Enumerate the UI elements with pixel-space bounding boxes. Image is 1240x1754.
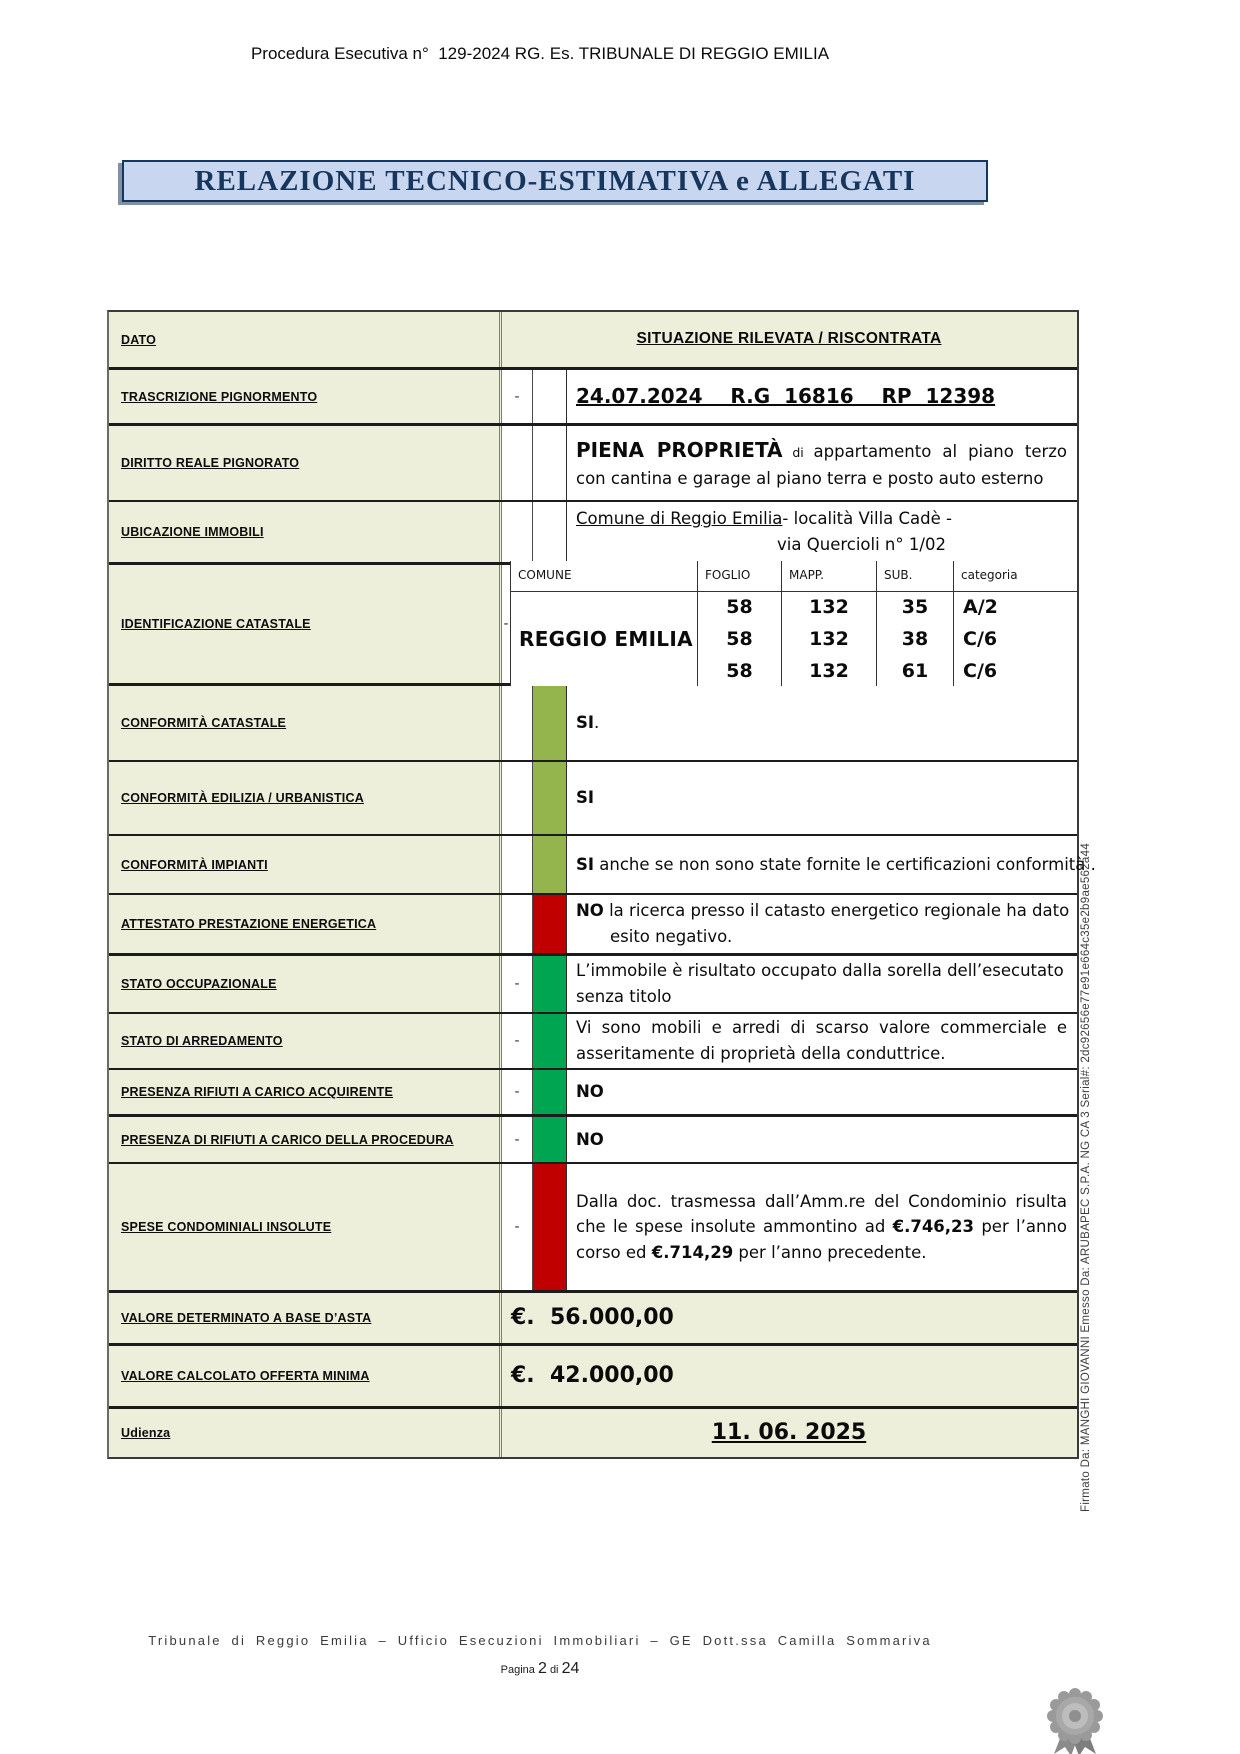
header-value-cell: [502, 312, 1077, 367]
page-total: 24: [561, 1660, 580, 1677]
row-label: STATO OCCUPAZIONALE: [121, 977, 277, 991]
row-label-cell: [109, 1117, 502, 1162]
content-cell: [567, 502, 1077, 562]
table-row-ubicazione-immobili: [109, 500, 1077, 562]
text-part: Dalla doc. trasmessa dall’Amm.re del Condominio risulta che le spese insolute ammontino ad: [576, 1191, 1067, 1237]
text-part: per l’anno corso ed: [576, 1217, 1067, 1262]
value-cell: [502, 1293, 1077, 1343]
text-part: €.746,23: [892, 1217, 975, 1237]
row-label: IDENTIFICAZIONE CATASTALE: [121, 617, 311, 631]
digital-signature-sidebar: Firmato Da: MANGHI GIOVANNI Emesso Da: ARUBAPEC S.P.A. NG CA 3 Serial#: 2dc92656e77e91e664c35e2b9ae562a44: [1080, 842, 1092, 1512]
content-text: [576, 381, 1067, 412]
content-text: [576, 1079, 1067, 1105]
text-part: Comune di Reggio Emilia: [576, 509, 783, 529]
header-value: SITUAZIONE RILEVATA / RISCONTRATA: [636, 330, 942, 348]
value-text: [511, 1301, 1067, 1335]
table-row-attestato-prestazione-energetica: [109, 893, 1077, 953]
text-part: SI: [576, 854, 595, 874]
text-part: - località Villa Cadè -: [782, 509, 952, 529]
row-label: VALORE CALCOLATO OFFERTA MINIMA: [121, 1369, 370, 1383]
gap-cell: [502, 502, 532, 562]
catastale-header: FOGLIO: [698, 561, 782, 592]
catastale-header: SUB.: [877, 561, 954, 592]
content-cell: [567, 895, 1077, 953]
content-text: [576, 1127, 1067, 1153]
catastale-table: [510, 561, 1077, 688]
content-text: [576, 852, 1101, 878]
row-label-cell: [109, 1346, 502, 1406]
catastale-value: 35: [877, 591, 954, 624]
content-text: [576, 785, 1067, 811]
text-part: L’immobile è risultato occupato dalla sorella dell’esecutato senza titolo: [576, 961, 1064, 1006]
content-text: [576, 1015, 1067, 1066]
text-part: di: [782, 444, 814, 460]
table-row-conformita-impianti: [109, 834, 1096, 893]
table-row-valore-offerta-minima: [109, 1343, 1077, 1406]
table-row-diritto-reale-pignorato: [109, 423, 1077, 500]
doc-header: Procedura Esecutiva n° 129-2024 RG. Es. TRIBUNALE DI REGGIO EMILIA: [250, 44, 830, 63]
catastale-value: A/2: [954, 591, 1078, 624]
content-cell: [567, 762, 1077, 834]
catastale-value: 58: [698, 656, 782, 688]
row-label: PRESENZA DI RIFIUTI A CARICO DELLA PROCEDURA: [121, 1132, 454, 1147]
content-cell: [567, 1164, 1077, 1290]
gap-cell: [502, 762, 532, 834]
content-cell: [567, 426, 1077, 500]
content-text: [576, 435, 1067, 492]
status-bar-green: [532, 1117, 567, 1162]
status-bar-green: [532, 956, 567, 1012]
row-label: SPESE CONDOMINIALI INSOLUTE: [121, 1220, 332, 1234]
row-label-cell: [109, 836, 502, 893]
row-label-cell: [109, 762, 502, 834]
row-label: DIRITTO REALE PIGNORATO: [121, 456, 300, 470]
catastale-value: 38: [877, 624, 954, 656]
row-label: UBICAZIONE IMMOBILI: [121, 525, 264, 539]
title-box: [122, 160, 988, 202]
table-row-udienza: [109, 1406, 1077, 1457]
footer-line: Tribunale di Reggio Emilia – Ufficio Esecuzioni Immobiliari – GE Dott.ssa Camilla Sommariva: [148, 1633, 932, 1648]
row-label-cell: [109, 1409, 502, 1457]
value-cell: [502, 1346, 1077, 1406]
row-label-cell: [109, 312, 502, 367]
row-label-cell: [109, 1164, 502, 1290]
table-row-presenza-rifiuti-acquirente: [109, 1068, 1077, 1114]
text-part: per l’anno precedente.: [733, 1242, 927, 1262]
table-row-trascrizione-pignormento: [109, 367, 1077, 423]
gap-cell: -: [502, 1164, 532, 1290]
status-bar-green: [532, 1070, 567, 1114]
row-label-cell: [109, 426, 502, 500]
row-label-cell: [109, 565, 502, 683]
row-label-cell: [109, 370, 502, 423]
row-label: PRESENZA RIFIUTI A CARICO ACQUIRENTE: [121, 1085, 394, 1099]
gap-cell: -: [502, 370, 532, 423]
row-label: TRASCRIZIONE PIGNORMENTO: [121, 389, 318, 404]
gap-cell: [502, 686, 532, 760]
text-part: €. 56.000,00: [511, 1304, 674, 1330]
catastale-header-row: [511, 561, 1078, 592]
content-cell: [567, 686, 1077, 760]
catastale-value: 132: [782, 624, 877, 656]
content-cell: [567, 1117, 1077, 1162]
status-bar-none: [532, 502, 567, 562]
page-label: Pagina: [500, 1664, 535, 1676]
row-label-cell: [109, 1070, 502, 1114]
status-bar-olive: [532, 836, 567, 893]
content-cell: [567, 956, 1077, 1012]
row-label-cell: [109, 502, 502, 562]
text-part: 24.07.2024 R.G 16816 RP 12398: [576, 384, 996, 408]
certificate-seal-icon: [1044, 1686, 1106, 1754]
row-label: DATO: [121, 332, 157, 347]
catastale-value: 132: [782, 591, 877, 624]
status-bar-green: [532, 1014, 567, 1068]
status-bar-red: [532, 1164, 567, 1290]
gap-cell: [502, 895, 532, 953]
row-label: CONFORMITÀ IMPIANTI: [121, 857, 268, 872]
page-title: RELAZIONE TECNICO-ESTIMATIVA e ALLEGATI: [194, 164, 916, 197]
page-of: di: [549, 1664, 559, 1676]
row-label-cell: [109, 1293, 502, 1343]
row-label-cell: [109, 1014, 502, 1068]
row-label: STATO DI ARREDAMENTO: [121, 1034, 283, 1048]
content-text: [576, 1189, 1067, 1266]
catastale-value: C/6: [954, 624, 1078, 656]
catastale-value: 58: [698, 624, 782, 656]
table-row-identificazione-catastale: [109, 562, 1077, 683]
gap-cell: [502, 426, 532, 500]
text-part: SI: [576, 788, 595, 808]
table-row-stato-di-arredamento: [109, 1012, 1077, 1068]
text-part: NO: [576, 1082, 604, 1102]
text-part: SI: [576, 713, 595, 733]
text-part: NO: [576, 901, 604, 921]
text-part: 11. 06. 2025: [711, 1419, 867, 1445]
table-row-presenza-rifiuti-procedura: [109, 1114, 1077, 1162]
value-cell: [502, 1409, 1077, 1457]
text-part: .: [594, 713, 600, 733]
gap-cell: -: [502, 956, 532, 1012]
content-cell: [567, 1014, 1077, 1068]
text-part: €. 42.000,00: [511, 1362, 674, 1388]
text-part: Vi sono mobili e arredi di scarso valore commerciale e asseritamente di proprietà della conduttrice.: [576, 1018, 1067, 1063]
catastale-value: C/6: [954, 656, 1078, 688]
catastale-row: [511, 591, 1078, 624]
content-cell: [567, 1070, 1077, 1114]
text-part: appartamento al piano terzo con cantina e garage al piano terra e posto auto esterno: [576, 441, 1068, 488]
catastale-value: 58: [698, 591, 782, 624]
catastale-comune: REGGIO EMILIA: [511, 591, 698, 688]
status-bar-olive: [532, 762, 567, 834]
gap-cell: -: [502, 1117, 532, 1162]
table-row-stato-occupazionale: [109, 953, 1077, 1012]
text-part: via Quercioli n° 1/02: [777, 535, 946, 554]
catastale-value: 132: [782, 656, 877, 688]
catastale-value: 61: [877, 656, 954, 688]
content-cell: [567, 836, 1096, 893]
gap-cell: -: [502, 565, 510, 683]
gap-cell: [502, 836, 532, 893]
catastale-header: categoria: [954, 561, 1078, 592]
content-text: [576, 710, 1067, 736]
row-label: CONFORMITÀ EDILIZIA / URBANISTICA: [121, 791, 364, 805]
table-row-conformita-catastale: [109, 683, 1077, 760]
gap-cell: -: [502, 1014, 532, 1068]
page-num: 2: [537, 1660, 547, 1677]
table-row-dato-header: [109, 312, 1077, 367]
text-part: PIENA PROPRIETÀ: [576, 437, 783, 462]
row-label-cell: [109, 686, 502, 760]
catastale-header: COMUNE: [511, 561, 698, 592]
catastale-cell: [510, 565, 1077, 683]
status-bar-none: [532, 426, 567, 500]
catastale-header: MAPP.: [782, 561, 877, 592]
row-label-cell: [109, 956, 502, 1012]
status-bar-olive: [532, 686, 567, 760]
content-cell: [567, 370, 1077, 423]
status-bar-none: [532, 370, 567, 423]
page-number: [0, 1660, 1080, 1678]
table-row-valore-base-asta: [109, 1290, 1077, 1343]
content-text: [576, 898, 1101, 949]
text-part: NO: [576, 1129, 604, 1149]
text-part: la ricerca presso il catasto energetico regionale ha dato esito negativo.: [603, 901, 1070, 946]
row-label: Udienza: [121, 1426, 171, 1440]
text-part: €.714,29: [651, 1242, 734, 1262]
content-text: [576, 506, 1067, 557]
row-label: CONFORMITÀ CATASTALE: [121, 716, 287, 730]
status-bar-red: [532, 895, 567, 953]
row-label-cell: [109, 895, 502, 953]
content-text: [576, 958, 1067, 1009]
row-label: ATTESTATO PRESTAZIONE ENERGETICA: [121, 917, 377, 931]
table-row-spese-condominiali-insolute: [109, 1162, 1077, 1290]
value-text: [511, 1416, 1067, 1450]
table-row-conformita-edilizia: [109, 760, 1077, 834]
value-text: [511, 1359, 1067, 1393]
gap-cell: -: [502, 1070, 532, 1114]
row-label: VALORE DETERMINATO A BASE D’ASTA: [121, 1311, 372, 1325]
text-part: anche se non sono state fornite le certificazioni conformità .: [594, 854, 1096, 874]
